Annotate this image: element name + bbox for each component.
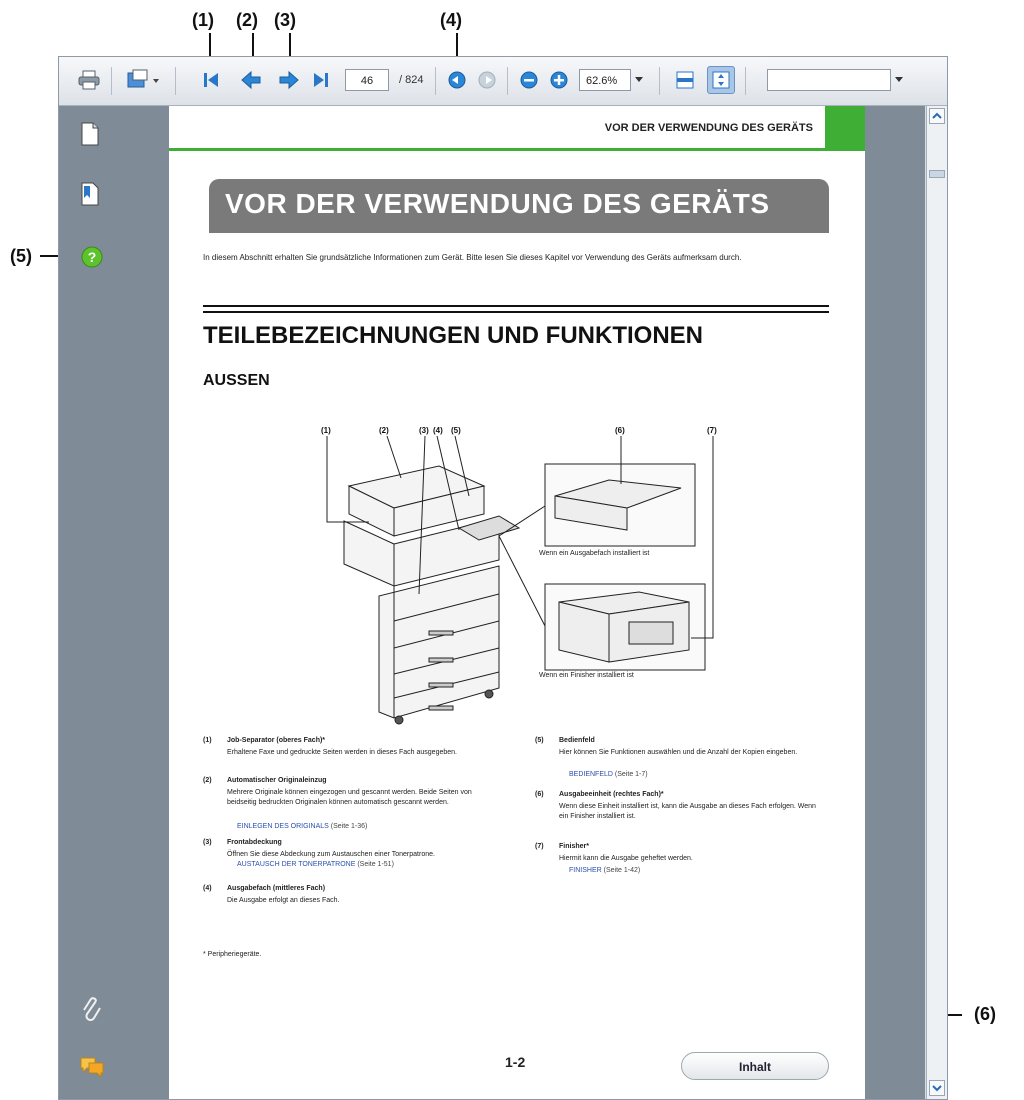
arrow-right-icon: [278, 70, 300, 90]
arrow-left-icon: [240, 70, 262, 90]
item-4: [203, 884, 513, 910]
comments-panel-button[interactable]: [79, 1056, 105, 1078]
item-1: [203, 736, 513, 776]
item-body: Öffnen Sie diese Abdeckung zum Austauschen einer Tonerpatrone.: [227, 851, 435, 858]
item-body: Die Ausgabe erfolgt an dieses Fach.: [227, 897, 340, 904]
export-button[interactable]: [123, 66, 163, 94]
item-body: Mehrere Originale können eingezogen und gescannt werden. Beide Seiten von beidseitig bedruckten Originalen können automatisch gescannt werden.: [227, 789, 472, 806]
item-number: (1): [203, 737, 212, 744]
callout-4: (4): [440, 10, 462, 30]
scroll-thumb[interactable]: [929, 170, 945, 178]
export-icon: [126, 69, 160, 91]
next-page-button[interactable]: [275, 66, 303, 94]
item-body: Hier können Sie Funktionen auswählen und die Anzahl der Kopien eingeben.: [559, 749, 798, 756]
zoom-level-input[interactable]: 62.6%: [579, 69, 631, 91]
forward-button[interactable]: [473, 66, 501, 94]
footnote: * Peripheriegeräte.: [203, 951, 262, 958]
item-number: (2): [203, 777, 212, 784]
zoom-out-icon: [519, 70, 539, 90]
back-circle-icon: [447, 70, 467, 90]
toolbar: [59, 57, 947, 106]
chevron-up-icon: [930, 109, 944, 123]
diagram-label-1: (1): [321, 426, 331, 435]
toolbar-separator: [175, 67, 176, 95]
callout-3: (3): [274, 10, 296, 30]
callout-6: (6): [974, 1004, 996, 1024]
item-number: (7): [535, 843, 544, 850]
toolbar-separator: [507, 67, 508, 95]
pdf-viewer-window: [58, 56, 948, 1100]
item-title: Finisher*: [559, 843, 589, 850]
page-number: 1-2: [505, 1054, 526, 1070]
item-number: (3): [203, 839, 212, 846]
toolbar-separator: [659, 67, 660, 95]
item-number: (4): [203, 885, 212, 892]
print-button[interactable]: [75, 66, 103, 94]
section-rule-bottom: [203, 311, 829, 313]
diagram-label-5: (5): [451, 426, 461, 435]
paperclip-icon: [81, 996, 103, 1024]
chapter-title: VOR DER VERWENDUNG DES GERÄTS: [225, 188, 770, 219]
scroll-up-button[interactable]: [929, 108, 945, 124]
zoom-in-button[interactable]: [545, 66, 573, 94]
section-heading: TEILEBEZEICHNUNGEN UND FUNKTIONEN: [203, 322, 704, 349]
link-page-ref: (Seite 1-36): [330, 823, 368, 830]
toolbar-separator: [745, 67, 746, 95]
intro-paragraph: In diesem Abschnitt erhalten Sie grundsätzliche Informationen zum Gerät. Bitte lesen Sie dieses Kapitel vor Verwendung des Geräts aufmerksam durch.: [203, 253, 742, 262]
fit-width-button[interactable]: [671, 66, 699, 94]
first-page-icon: [201, 70, 221, 90]
back-button[interactable]: [443, 66, 471, 94]
machine-diagram: [309, 426, 729, 726]
callout-2: (2): [236, 10, 258, 30]
link-bedienfeld[interactable]: [569, 770, 648, 780]
zoom-out-button[interactable]: [515, 66, 543, 94]
link-text[interactable]: FINISHER: [569, 867, 602, 874]
link-page-ref: (Seite 1-7): [614, 771, 648, 778]
link-page-ref: (Seite 1-42): [603, 867, 641, 874]
subsection-heading: AUSSEN: [203, 372, 270, 389]
link-austausch-der-tonerpatrone[interactable]: [237, 860, 394, 870]
vertical-scrollbar[interactable]: [926, 106, 947, 1099]
document-area[interactable]: [165, 106, 925, 1099]
item-body: Hiermit kann die Ausgabe geheftet werden.: [559, 855, 693, 862]
item-title: Ausgabefach (mittleres Fach): [227, 885, 326, 892]
find-search-input[interactable]: [767, 69, 891, 91]
item-5: [535, 736, 835, 786]
fit-page-button[interactable]: [707, 66, 735, 94]
link-text[interactable]: AUSTAUSCH DER TONERPATRONE: [237, 861, 356, 868]
zoom-in-icon: [549, 70, 569, 90]
diagram-label-6: (6): [615, 426, 625, 435]
toolbar-separator: [435, 67, 436, 95]
item-title: Frontabdeckung: [227, 839, 282, 846]
header-rule: [169, 148, 865, 151]
item-body: Wenn diese Einheit installiert ist, kann die Ausgabe an dieses Fach erfolgen. Wenn ein Finisher installiert ist.: [559, 803, 816, 820]
last-page-button[interactable]: [307, 66, 335, 94]
help-icon: [81, 246, 103, 268]
find-dropdown-button[interactable]: [891, 66, 907, 94]
header-tab: [825, 106, 865, 148]
link-finisher[interactable]: [569, 866, 640, 876]
item-title: Automatischer Originaleinzug: [227, 777, 327, 784]
caption-finisher: Wenn ein Finisher installiert ist: [539, 672, 634, 679]
item-title: Bedienfeld: [559, 737, 595, 744]
comments-icon: [79, 1056, 105, 1078]
chevron-down-icon: [895, 77, 903, 83]
callout-1: (1): [192, 10, 214, 30]
link-einlegen-des-originals[interactable]: [237, 822, 367, 832]
diagram-label-3: (3): [419, 426, 429, 435]
help-button[interactable]: [81, 246, 103, 268]
svg-text:?: ?: [87, 249, 97, 265]
item-7: [535, 842, 835, 882]
item-3: [203, 838, 513, 878]
pages-icon: [79, 122, 101, 146]
chapter-title-box: [209, 179, 829, 233]
toolbar-separator: [111, 67, 112, 95]
item-title: Job-Separator (oberes Fach)*: [227, 737, 326, 744]
fit-page-icon: [711, 70, 731, 90]
page-total: / 824: [399, 74, 424, 86]
diagram-label-7: (7): [707, 426, 717, 435]
item-6: [535, 790, 835, 834]
page-number-input[interactable]: 46: [345, 69, 389, 91]
link-text[interactable]: BEDIENFELD: [569, 771, 613, 778]
chevron-down-icon: [930, 1081, 944, 1095]
item-body: Erhaltene Faxe und gedruckte Seiten werden in dieses Fach ausgegeben.: [227, 749, 457, 756]
diagram-label-4: (4): [433, 426, 443, 435]
attachments-panel-button[interactable]: [81, 996, 103, 1024]
section-rule-top: [203, 305, 829, 307]
link-text[interactable]: EINLEGEN DES ORIGINALS: [237, 823, 329, 830]
first-page-button[interactable]: [197, 66, 225, 94]
page-header: VOR DER VERWENDUNG DES GERÄTS: [604, 122, 813, 134]
bookmarks-panel-button[interactable]: [79, 182, 101, 206]
scroll-down-button[interactable]: [929, 1080, 945, 1096]
last-page-icon: [311, 70, 331, 90]
item-number: (5): [535, 737, 544, 744]
callout-5: (5): [10, 246, 32, 266]
item-number: (6): [535, 791, 544, 798]
copier-illustration: [344, 466, 519, 724]
contents-button[interactable]: Inhalt: [681, 1052, 829, 1080]
pages-panel-button[interactable]: [79, 122, 101, 146]
zoom-dropdown-button[interactable]: [631, 66, 647, 94]
item-title: Ausgabeeinheit (rechtes Fach)*: [559, 791, 664, 798]
pdf-page: [169, 106, 865, 1099]
previous-page-button[interactable]: [237, 66, 265, 94]
forward-circle-icon: [477, 70, 497, 90]
caption-output-tray: Wenn ein Ausgabefach installiert ist: [539, 550, 650, 557]
diagram-label-2: (2): [379, 426, 389, 435]
bookmark-icon: [79, 182, 101, 206]
chevron-down-icon: [635, 77, 643, 83]
printer-icon: [78, 70, 100, 90]
link-page-ref: (Seite 1-51): [357, 861, 394, 868]
navigation-panel: [59, 106, 165, 1099]
fit-width-icon: [675, 70, 695, 90]
